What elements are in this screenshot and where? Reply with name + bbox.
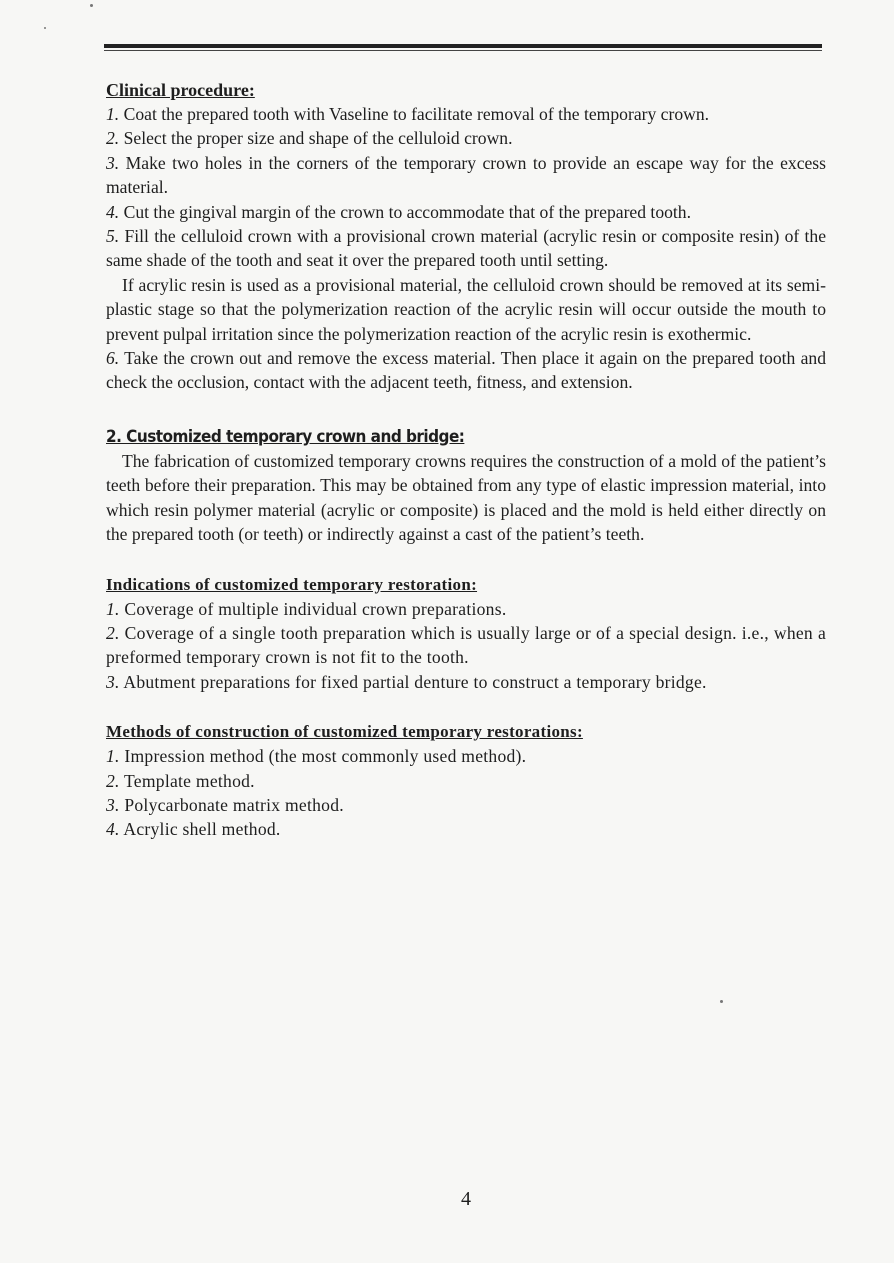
methods-section	[106, 720, 826, 842]
list-item: 1. Impression method (the most commonly used method).	[106, 746, 527, 767]
list-item: 3. Abutment preparations for fixed partial denture to construct a temporary bridge.	[106, 671, 707, 692]
list-item: 2. Template method.	[106, 770, 255, 791]
list-item: 3. Polycarbonate matrix method.	[106, 794, 344, 815]
page-number: 4	[461, 1188, 471, 1210]
step-item: 4. Cut the gingival margin of the crown to accommodate that of the prepared tooth.	[106, 201, 691, 222]
step-item: 5. Fill the celluloid crown with a provisional crown material (acrylic resin or composite resin) of the same shade of the tooth and seat it over the prepared tooth until setting.	[106, 226, 826, 271]
step-item: 3. Make two holes in the corners of the temporary crown to provide an escape way for the excess material.	[106, 152, 826, 198]
acrylic-note: If acrylic resin is used as a provisional material, the celluloid crown should be removed at its semi-plastic stage so that the polymerization reaction of the acrylic resin will occur outside the mouth to prevent pulpal irritation since the polymerization reaction of the acrylic resin is exothermic.	[106, 274, 826, 344]
step-item: 2. Select the proper size and shape of the celluloid crown.	[106, 128, 513, 149]
methods-heading: Methods of construction of customized temporary restorations:	[106, 722, 583, 742]
scan-speck	[44, 27, 46, 29]
spacer	[106, 547, 826, 573]
customized-intro: The fabrication of customized temporary crowns requires the construction of a mold of the patient’s teeth before their preparation. This may be obtained from any type of elastic impression material, into which resin polymer material (acrylic or composite) is placed and the mold is held either directly on the prepared tooth (or teeth) or indirectly against a cast of the patient’s teeth.	[106, 450, 826, 545]
step-item: 6. Take the crown out and remove the excess material. Then place it again on the prepared tooth and check the occlusion, contact with the adjacent teeth, fitness, and extension.	[106, 348, 826, 393]
list-item: 4. Acrylic shell method.	[106, 819, 281, 840]
header-rule-thin	[104, 50, 822, 51]
indications-heading: Indications of customized temporary restoration:	[106, 574, 478, 594]
main-content	[106, 78, 826, 842]
scan-speck	[720, 1000, 723, 1003]
clinical-procedure-heading: Clinical procedure:	[106, 80, 255, 100]
step-item: 1. Coat the prepared tooth with Vaseline to facilitate removal of the temporary crown.	[106, 104, 710, 124]
customized-crown-heading: 2. Customized temporary crown and bridge:	[106, 426, 465, 447]
indications-section	[106, 573, 826, 695]
spacer	[106, 694, 826, 720]
header-rule-thick	[104, 44, 822, 48]
list-item: 1. Coverage of multiple individual crown preparations.	[106, 598, 507, 619]
scan-speck	[90, 4, 93, 7]
list-item: 2. Coverage of a single tooth preparation which is usually large or of a special design. i.e., when a preformed temporary crown is not fit to the tooth.	[106, 622, 826, 668]
